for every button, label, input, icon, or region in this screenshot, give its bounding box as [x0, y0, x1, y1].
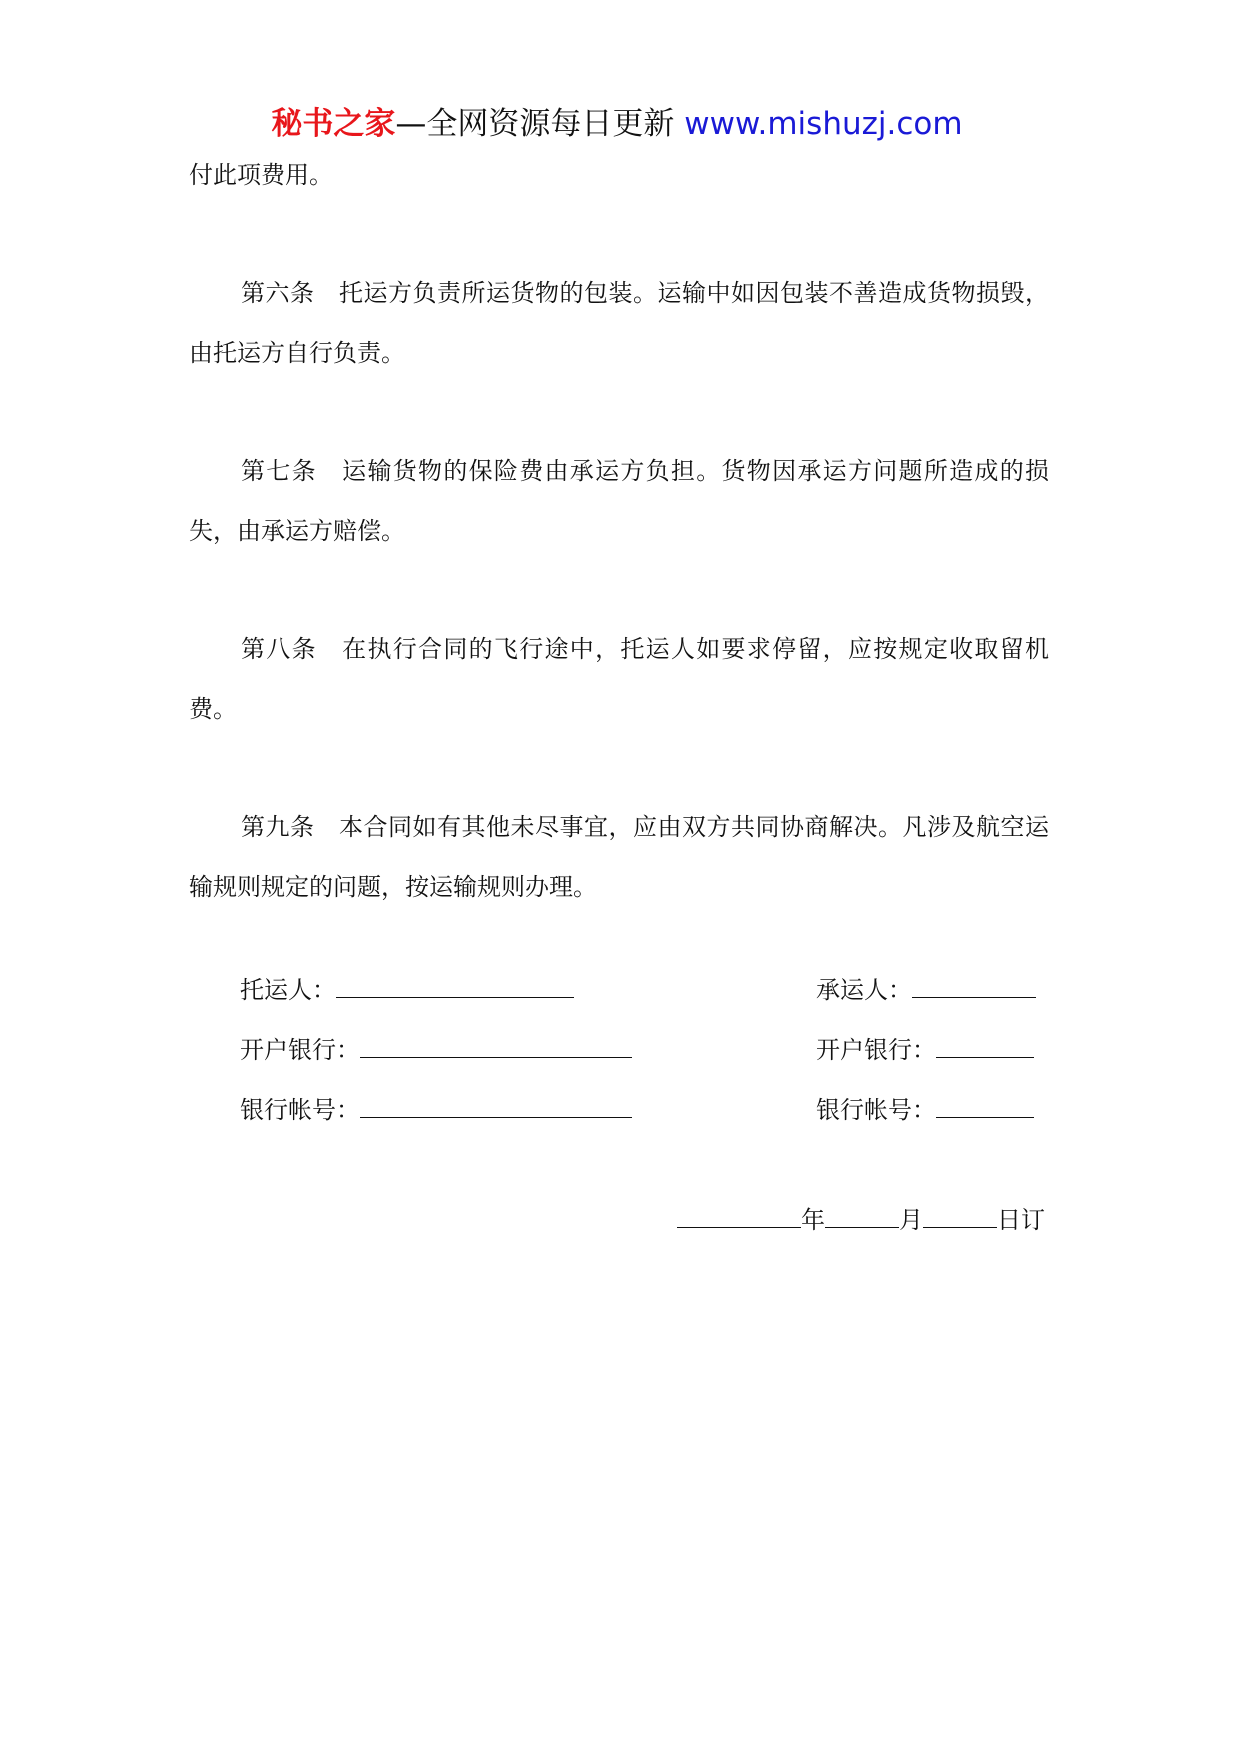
article-9: 第九条 本合同如有其他未尽事宜，应由双方共同协商解决。凡涉及航空运输规则规定的问题，按运输规则办理。 — [189, 813, 1049, 901]
article-6: 第六条 托运方负责所运货物的包装。运输中如因包装不善造成货物损毁，由托运方自行负责。 — [189, 279, 1049, 367]
month-blank-line — [825, 1201, 899, 1228]
carrier-account-label: 银行帐号： — [816, 1096, 936, 1124]
shipper-bank-blank-line — [360, 1031, 632, 1058]
signing-date-row — [677, 1200, 1045, 1240]
year-label: 年 — [801, 1206, 825, 1234]
month-label: 月 — [899, 1206, 923, 1234]
carrier-signature-row — [816, 970, 1036, 1010]
article-7: 第七条 运输货物的保险费由承运方负担。货物因承运方问题所造成的损失，由承运方赔偿。 — [189, 457, 1049, 545]
banner-url-link[interactable]: www.mishuzj.com — [684, 106, 963, 142]
carrier-account-row — [816, 1090, 1034, 1130]
article-8: 第八条 在执行合同的飞行途中，托运人如要求停留，应按规定收取留机费。 — [189, 635, 1049, 723]
carrier-label: 承运人： — [816, 976, 912, 1004]
shipper-bank-row — [240, 1030, 632, 1070]
carrier-bank-blank-line — [936, 1031, 1034, 1058]
carrier-bank-label: 开户银行： — [816, 1036, 936, 1064]
continuation-text: 付此项费用。 — [189, 161, 333, 189]
carrier-account-blank-line — [936, 1091, 1034, 1118]
shipper-blank-line — [336, 971, 574, 998]
carrier-blank-line — [912, 971, 1036, 998]
site-banner — [0, 102, 1234, 146]
banner-brand: 秘书之家 — [271, 106, 396, 142]
shipper-bank-label: 开户银行： — [240, 1036, 360, 1064]
shipper-account-label: 银行帐号： — [240, 1096, 360, 1124]
year-blank-line — [677, 1201, 801, 1228]
day-label: 日订 — [997, 1206, 1045, 1234]
shipper-label: 托运人： — [240, 976, 336, 1004]
shipper-signature-row — [240, 970, 574, 1010]
banner-tagline: —全网资源每日更新 — [395, 106, 685, 142]
contract-body — [189, 145, 1049, 975]
carrier-bank-row — [816, 1030, 1034, 1070]
day-blank-line — [923, 1201, 997, 1228]
shipper-account-blank-line — [360, 1091, 632, 1118]
shipper-account-row — [240, 1090, 632, 1130]
